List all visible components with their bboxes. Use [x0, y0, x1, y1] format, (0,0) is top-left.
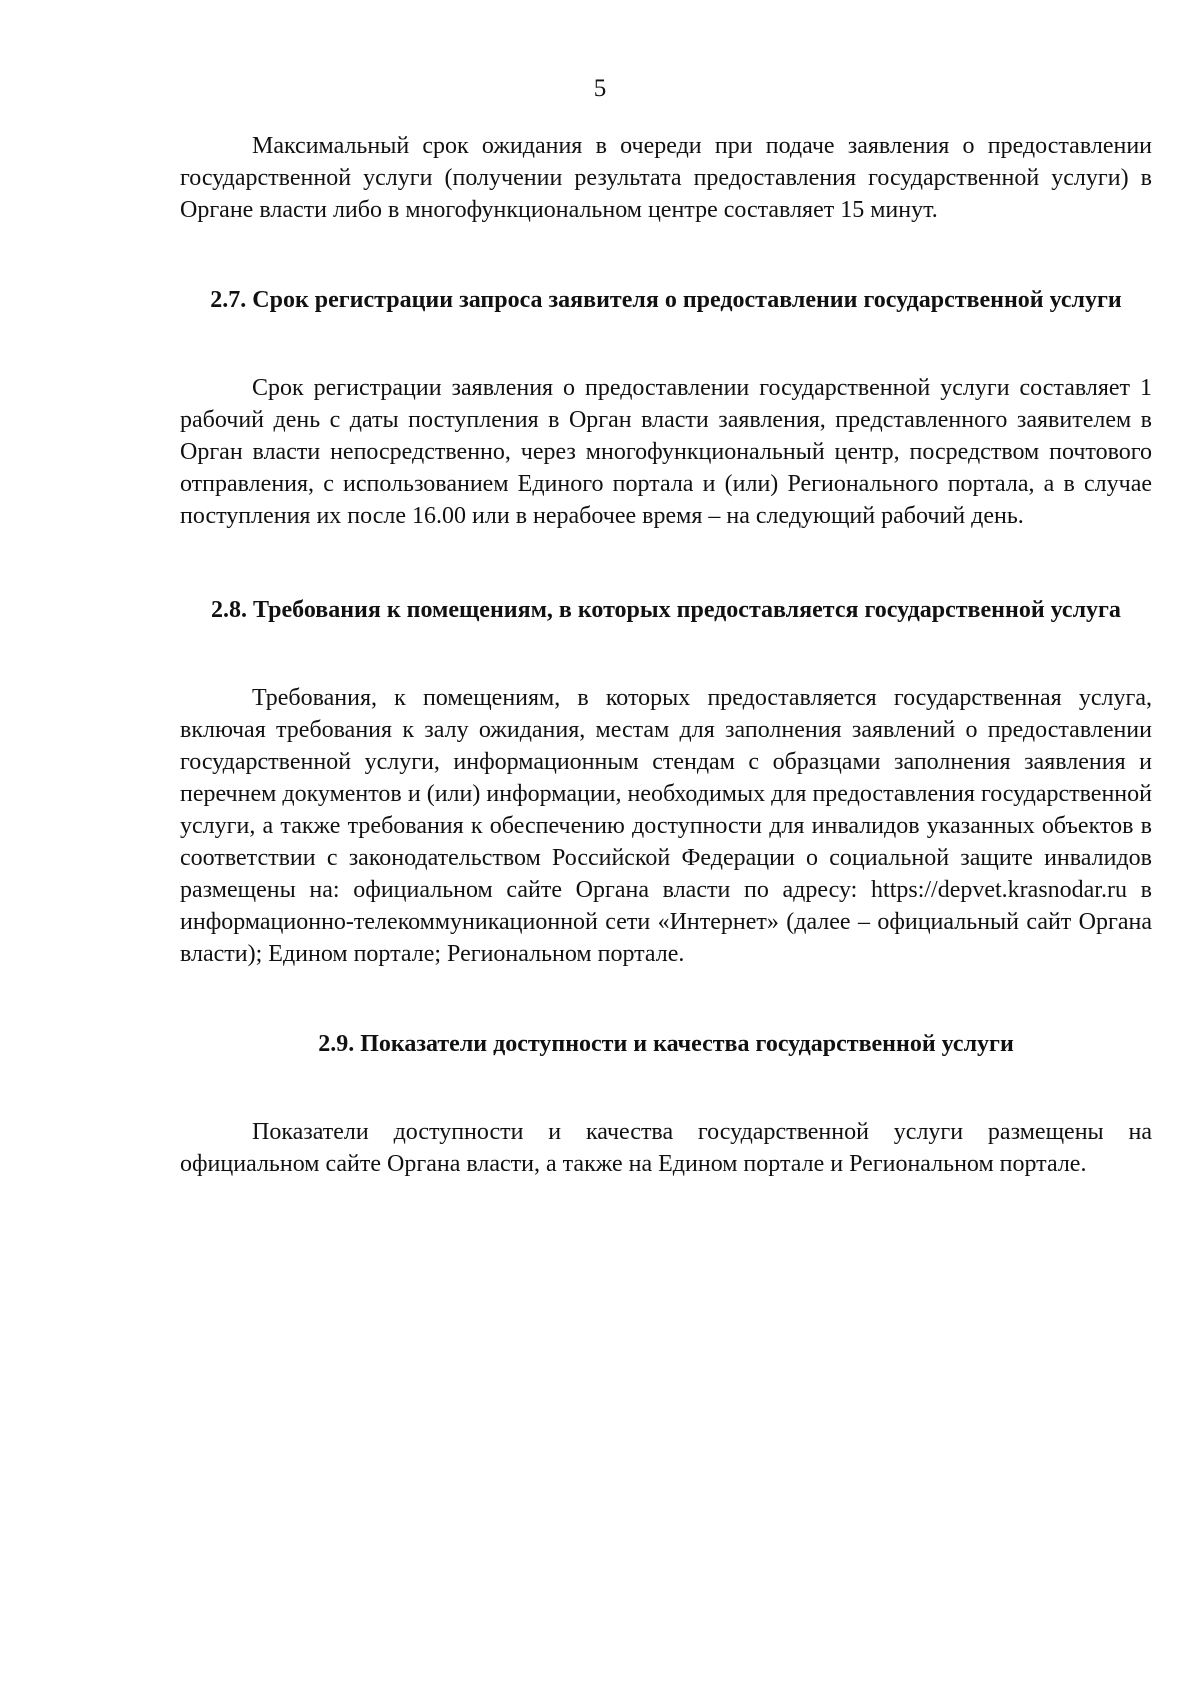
section-heading-2-7: 2.7. Срок регистрации запроса заявителя о предоставлении государственной услуги	[210, 287, 1122, 313]
section-heading-2-9: 2.9. Показатели доступности и качества государственной услуги	[318, 1031, 1014, 1057]
section-heading-2-8: 2.8. Требования к помещениям, в которых предоставляется государственной услуга	[211, 597, 1121, 623]
paragraph-registration-term: Срок регистрации заявления о предоставлении государственной услуги составляет 1 рабочий день с даты поступления в Орган власти заявления, представленного заявителем в Орган власти непосредственно, через многофункциональный центр, посредством почтового отправления, с использованием Единого портала и (или) Регионального портала, а в случае поступления их после 16.00 или в нерабочее время – на следующий рабочий день.	[180, 375, 1152, 529]
paragraph-quality-indicators: Показатели доступности и качества государственной услуги размещены на официальном сайте Органа власти, а также на Едином портале и Региональном портале.	[180, 1119, 1152, 1177]
page-number: 5	[593, 75, 607, 102]
paragraph-premises-requirements: Требования, к помещениям, в которых предоставляется государственная услуга, включая требования к залу ожидания, местам для заполнения заявлений о предоставлении государственной услуги, информационным стендам с образцами заполнения заявления и перечнем документов и (или) информации, необходимых для предоставления государственной услуги, а также требования к обеспечению доступности для инвалидов указанных объектов в соответствии с законодательством Российской Федерации о социальной защите инвалидов размещены на: официальном сайте Органа власти по адресу: https://depvet.krasnodar.ru в информационно-телекоммуникационной сети «Интернет» (далее – официальный сайт Органа власти); Едином портале; Региональном портале.	[180, 685, 1152, 967]
paragraph-wait-time: Максимальный срок ожидания в очереди при подаче заявления о предоставлении государственной услуги (получении результата предоставления государственной услуги) в Органе власти либо в многофункциональном центре составляет 15 минут.	[180, 133, 1152, 223]
document-body	[180, 130, 1152, 1180]
